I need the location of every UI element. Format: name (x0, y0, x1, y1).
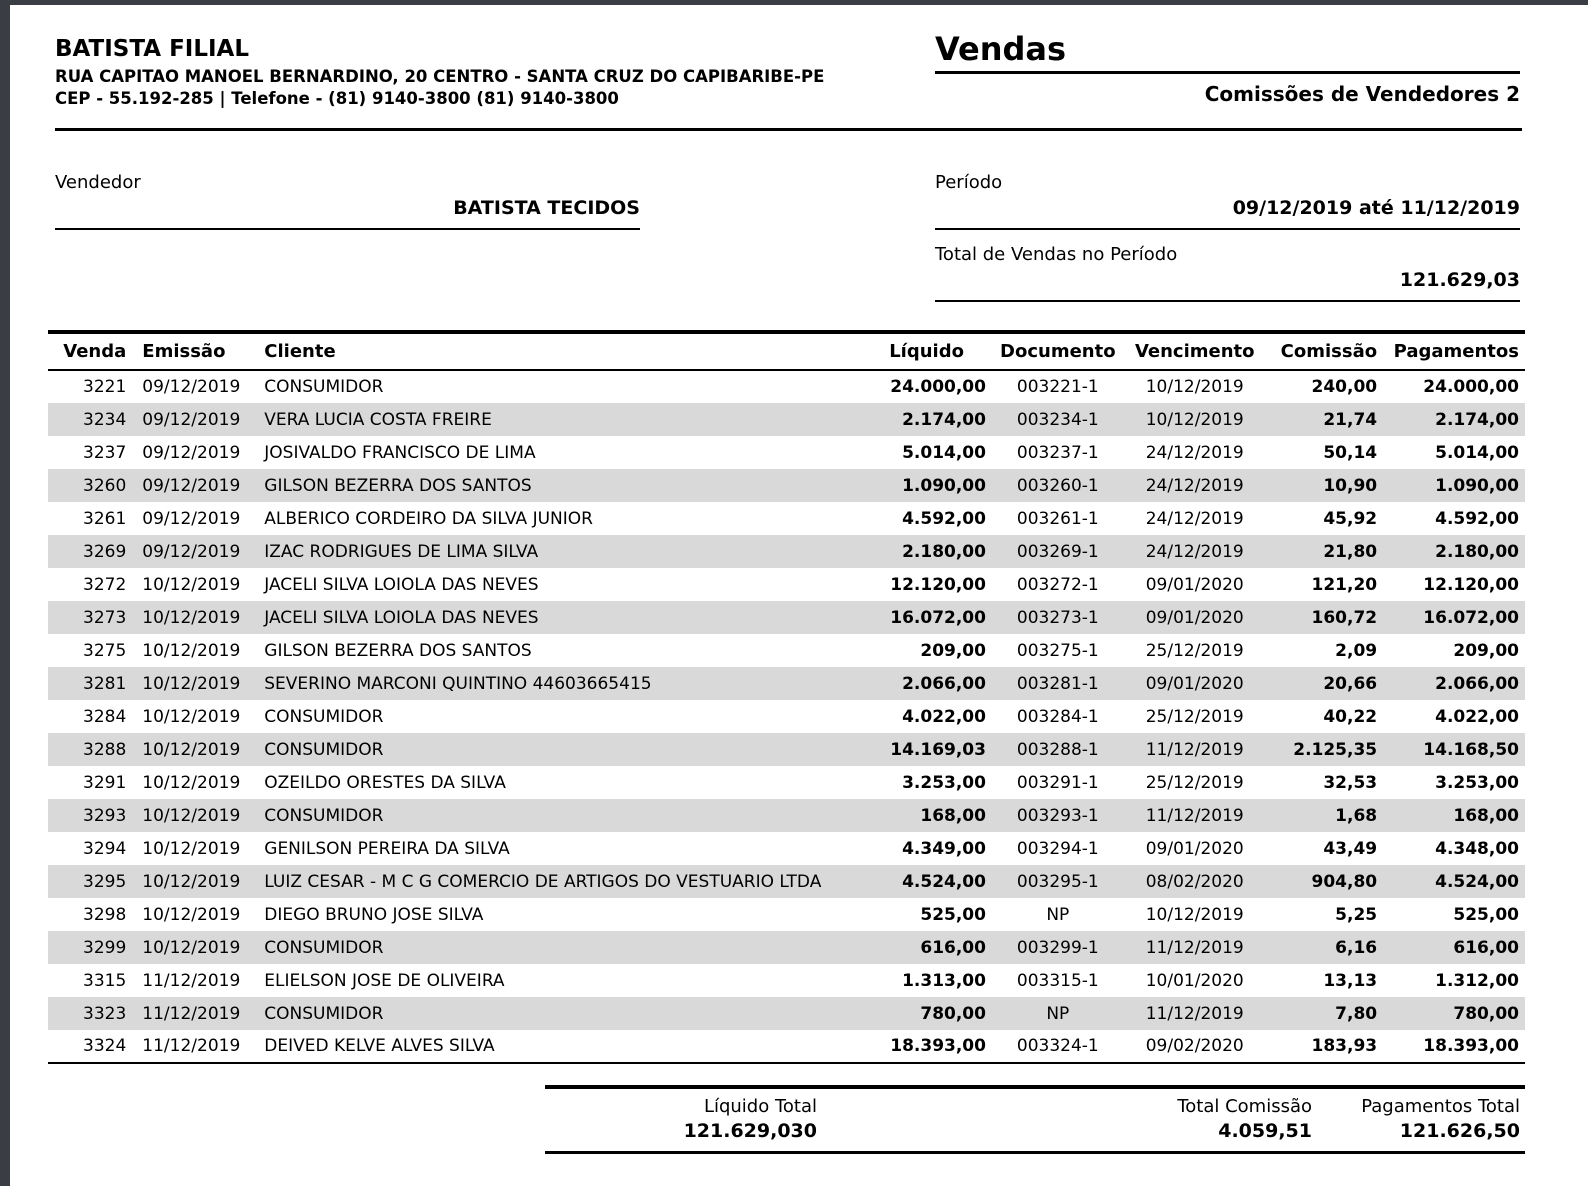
cell-liquido: 3.253,00 (902, 772, 986, 793)
cell-liquido: 4.524,00 (902, 871, 986, 892)
cell-pagamentos: 4.592,00 (1435, 508, 1519, 529)
cell-cliente: ELIELSON JOSE DE OLIVEIRA (264, 970, 505, 991)
cell-pagamentos: 209,00 (1453, 640, 1519, 661)
cell-venda: 3299 (83, 937, 127, 958)
liquido-total-value: 121.629,030 (683, 1120, 817, 1142)
cell-pagamentos: 4.022,00 (1435, 706, 1519, 727)
cell-liquido: 4.349,00 (902, 838, 986, 859)
column-header-venda: Venda (48, 332, 131, 370)
cell-emissao: 10/12/2019 (142, 706, 241, 727)
table-row (48, 370, 1525, 403)
vendedor-field (55, 172, 640, 230)
cell-cliente: DIEGO BRUNO JOSE SILVA (264, 904, 484, 925)
vendedor-label: Vendedor (55, 172, 141, 193)
cell-emissao: 10/12/2019 (142, 772, 241, 793)
table-row (48, 997, 1525, 1030)
cell-documento: 003275-1 (1016, 640, 1099, 661)
cell-documento: 003272-1 (1016, 574, 1099, 595)
cell-pagamentos: 2.066,00 (1435, 673, 1519, 694)
cell-documento: 003293-1 (1016, 805, 1099, 826)
cell-venda: 3237 (83, 442, 127, 463)
cell-pagamentos: 525,00 (1453, 904, 1519, 925)
cell-cliente: LUIZ CESAR - M C G COMERCIO DE ARTIGOS DO VESTUARIO LTDA (264, 871, 822, 892)
cell-documento: 003221-1 (1016, 377, 1099, 397)
cell-vencimento: 24/12/2019 (1145, 442, 1244, 463)
cell-comissao: 2,09 (1335, 640, 1378, 661)
cell-comissao: 7,80 (1335, 1003, 1378, 1024)
column-header-comissao: Comissão (1266, 332, 1385, 370)
cell-documento: 003281-1 (1016, 673, 1099, 694)
cell-vencimento: 25/12/2019 (1145, 640, 1244, 661)
cell-liquido: 24.000,00 (890, 377, 986, 397)
cell-liquido: 780,00 (920, 1003, 986, 1024)
liquido-total-label: Líquido Total (703, 1096, 817, 1117)
cell-emissao: 09/12/2019 (142, 377, 241, 397)
cell-documento: 003288-1 (1016, 739, 1099, 760)
cell-pagamentos: 616,00 (1453, 937, 1519, 958)
cell-documento: 003315-1 (1016, 970, 1099, 991)
cell-venda: 3298 (83, 904, 127, 925)
comissao-total (817, 1096, 1312, 1142)
cell-venda: 3234 (83, 409, 127, 430)
cell-emissao: 09/12/2019 (142, 508, 241, 529)
cell-cliente: CONSUMIDOR (264, 706, 384, 727)
vendedor-value: BATISTA TECIDOS (453, 197, 640, 219)
cell-vencimento: 10/12/2019 (1145, 377, 1244, 397)
cell-liquido: 4.022,00 (902, 706, 986, 727)
cell-emissao: 11/12/2019 (142, 1003, 241, 1024)
cell-pagamentos: 16.072,00 (1423, 607, 1519, 628)
cell-pagamentos: 24.000,00 (1423, 377, 1519, 397)
cell-liquido: 616,00 (920, 937, 986, 958)
cell-venda: 3324 (83, 1036, 127, 1056)
cell-liquido: 16.072,00 (890, 607, 986, 628)
cell-cliente: IZAC RODRIGUES DE LIMA SILVA (264, 541, 539, 562)
cell-emissao: 09/12/2019 (142, 442, 241, 463)
cell-comissao: 21,80 (1323, 541, 1378, 562)
table-row (48, 667, 1525, 700)
cell-venda: 3260 (83, 475, 127, 496)
cell-vencimento: 25/12/2019 (1145, 706, 1244, 727)
cell-comissao: 240,00 (1311, 377, 1378, 397)
cell-venda: 3293 (83, 805, 127, 826)
cell-venda: 3281 (83, 673, 127, 694)
table-row (48, 898, 1525, 931)
cell-venda: 3261 (83, 508, 127, 529)
periodo-value: 09/12/2019 até 11/12/2019 (1232, 197, 1520, 219)
cell-comissao: 10,90 (1323, 475, 1378, 496)
cell-liquido: 209,00 (920, 640, 986, 661)
cell-pagamentos: 2.174,00 (1435, 409, 1519, 430)
cell-comissao: 1,68 (1335, 805, 1378, 826)
pagamentos-total-value: 121.626,50 (1399, 1120, 1520, 1142)
cell-emissao: 10/12/2019 (142, 871, 241, 892)
cell-cliente: CONSUMIDOR (264, 1003, 384, 1024)
cell-vencimento: 09/01/2020 (1145, 838, 1244, 859)
cell-pagamentos: 2.180,00 (1435, 541, 1519, 562)
cell-cliente: CONSUMIDOR (264, 739, 384, 760)
cell-comissao: 121,20 (1311, 574, 1378, 595)
table-row (48, 931, 1525, 964)
cell-cliente: CONSUMIDOR (264, 937, 384, 958)
cell-vencimento: 24/12/2019 (1145, 508, 1244, 529)
cell-cliente: OZEILDO ORESTES DA SILVA (264, 772, 506, 793)
cell-comissao: 2.125,35 (1293, 739, 1378, 760)
pagamentos-total (1312, 1096, 1525, 1142)
cell-cliente: GILSON BEZERRA DOS SANTOS (264, 475, 532, 496)
cell-vencimento: 09/02/2020 (1145, 1036, 1244, 1056)
cell-pagamentos: 168,00 (1453, 805, 1519, 826)
cell-comissao: 6,16 (1335, 937, 1378, 958)
company-header (55, 36, 895, 110)
cell-comissao: 183,93 (1311, 1036, 1378, 1056)
cell-comissao: 160,72 (1311, 607, 1378, 628)
cell-documento: 003291-1 (1016, 772, 1099, 793)
table-row (48, 403, 1525, 436)
table-row (48, 733, 1525, 766)
table-row (48, 502, 1525, 535)
total-vendas-value: 121.629,03 (1399, 269, 1520, 291)
cell-emissao: 10/12/2019 (142, 838, 241, 859)
cell-venda: 3284 (83, 706, 127, 727)
cell-cliente: VERA LUCIA COSTA FREIRE (264, 409, 492, 430)
cell-comissao: 13,13 (1323, 970, 1378, 991)
column-header-documento: Documento (992, 332, 1124, 370)
table-row (48, 964, 1525, 997)
cell-vencimento: 09/01/2020 (1145, 574, 1244, 595)
cell-liquido: 2.174,00 (902, 409, 986, 430)
cell-documento: 003273-1 (1016, 607, 1099, 628)
cell-vencimento: 11/12/2019 (1145, 805, 1244, 826)
cell-pagamentos: 780,00 (1453, 1003, 1519, 1024)
cell-emissao: 10/12/2019 (142, 607, 241, 628)
cell-documento: 003260-1 (1016, 475, 1099, 496)
cell-pagamentos: 3.253,00 (1435, 772, 1519, 793)
cell-documento: 003234-1 (1016, 409, 1099, 430)
cell-venda: 3288 (83, 739, 127, 760)
table-row (48, 700, 1525, 733)
cell-comissao: 43,49 (1323, 838, 1378, 859)
cell-comissao: 50,14 (1323, 442, 1378, 463)
cell-vencimento: 09/01/2020 (1145, 673, 1244, 694)
table-row (48, 568, 1525, 601)
table-row (48, 601, 1525, 634)
cell-liquido: 4.592,00 (902, 508, 986, 529)
company-address-line2: CEP - 55.192-285 | Telefone - (81) 9140-3800 (81) 9140-3800 (55, 89, 619, 108)
cell-liquido: 1.313,00 (902, 970, 986, 991)
cell-cliente: CONSUMIDOR (264, 805, 384, 826)
cell-pagamentos: 1.312,00 (1435, 970, 1519, 991)
pagamentos-total-label: Pagamentos Total (1361, 1096, 1520, 1117)
cell-liquido: 5.014,00 (902, 442, 986, 463)
cell-liquido: 14.169,03 (890, 739, 986, 760)
cell-pagamentos: 4.524,00 (1435, 871, 1519, 892)
cell-pagamentos: 5.014,00 (1435, 442, 1519, 463)
cell-cliente: GENILSON PEREIRA DA SILVA (264, 838, 510, 859)
cell-cliente: GILSON BEZERRA DOS SANTOS (264, 640, 532, 661)
column-header-pagamentos: Pagamentos (1385, 332, 1525, 370)
cell-comissao: 21,74 (1323, 409, 1378, 430)
cell-comissao: 45,92 (1323, 508, 1378, 529)
cell-vencimento: 09/01/2020 (1145, 607, 1244, 628)
cell-emissao: 10/12/2019 (142, 904, 241, 925)
cell-emissao: 10/12/2019 (142, 739, 241, 760)
cell-vencimento: 11/12/2019 (1145, 937, 1244, 958)
cell-emissao: 09/12/2019 (142, 475, 241, 496)
cell-documento: 003284-1 (1016, 706, 1099, 727)
table-row (48, 634, 1525, 667)
cell-emissao: 09/12/2019 (142, 541, 241, 562)
cell-documento: NP (1046, 904, 1070, 925)
table-header-row (48, 332, 1525, 370)
table-row (48, 436, 1525, 469)
viewer-frame-top (0, 0, 1588, 5)
cell-vencimento: 11/12/2019 (1145, 739, 1244, 760)
cell-emissao: 10/12/2019 (142, 937, 241, 958)
cell-emissao: 11/12/2019 (142, 1036, 241, 1056)
table-row (48, 1030, 1525, 1063)
cell-emissao: 11/12/2019 (142, 970, 241, 991)
cell-venda: 3221 (83, 377, 127, 397)
cell-liquido: 525,00 (920, 904, 986, 925)
cell-cliente: CONSUMIDOR (264, 377, 384, 397)
cell-vencimento: 11/12/2019 (1145, 1003, 1244, 1024)
cell-comissao: 20,66 (1323, 673, 1378, 694)
cell-cliente: SEVERINO MARCONI QUINTINO 44603665415 (264, 673, 652, 694)
column-header-vencimento: Vencimento (1124, 332, 1266, 370)
cell-documento: 003269-1 (1016, 541, 1099, 562)
cell-venda: 3295 (83, 871, 127, 892)
cell-documento: 003295-1 (1016, 871, 1099, 892)
comissao-total-value: 4.059,51 (1218, 1120, 1312, 1142)
table-row (48, 865, 1525, 898)
table-row (48, 832, 1525, 865)
cell-cliente: ALBERICO CORDEIRO DA SILVA JUNIOR (264, 508, 593, 529)
report-subtitle: Comissões de Vendedores 2 (1204, 82, 1520, 106)
cell-documento: 003324-1 (1016, 1036, 1099, 1056)
cell-documento: 003294-1 (1016, 838, 1099, 859)
total-vendas-label: Total de Vendas no Período (935, 244, 1178, 265)
cell-vencimento: 24/12/2019 (1145, 475, 1244, 496)
cell-comissao: 40,22 (1323, 706, 1378, 727)
column-header-cliente: Cliente (246, 332, 882, 370)
column-header-emissao: Emissão (131, 332, 246, 370)
cell-venda: 3275 (83, 640, 127, 661)
cell-pagamentos: 4.348,00 (1435, 838, 1519, 859)
cell-documento: 003299-1 (1016, 937, 1099, 958)
cell-cliente: JACELI SILVA LOIOLA DAS NEVES (264, 607, 539, 628)
cell-documento: 003261-1 (1016, 508, 1099, 529)
cell-venda: 3291 (83, 772, 127, 793)
report-title-block (935, 30, 1520, 106)
cell-cliente: DEIVED KELVE ALVES SILVA (264, 1036, 495, 1056)
column-header-liquido: Líquido (882, 332, 992, 370)
cell-vencimento: 10/01/2020 (1145, 970, 1244, 991)
cell-venda: 3315 (83, 970, 127, 991)
total-vendas-field (935, 244, 1520, 302)
totals-footer (545, 1085, 1525, 1154)
cell-venda: 3269 (83, 541, 127, 562)
cell-vencimento: 10/12/2019 (1145, 409, 1244, 430)
sales-table (48, 330, 1525, 1064)
table-row (48, 799, 1525, 832)
header-divider (55, 128, 1522, 131)
cell-documento: NP (1046, 1003, 1070, 1024)
cell-pagamentos: 1.090,00 (1435, 475, 1519, 496)
periodo-label: Período (935, 172, 1003, 193)
periodo-field (935, 172, 1520, 230)
cell-liquido: 168,00 (920, 805, 986, 826)
cell-emissao: 10/12/2019 (142, 805, 241, 826)
cell-vencimento: 10/12/2019 (1145, 904, 1244, 925)
cell-venda: 3323 (83, 1003, 127, 1024)
cell-emissao: 09/12/2019 (142, 409, 241, 430)
cell-comissao: 32,53 (1323, 772, 1378, 793)
table-row (48, 766, 1525, 799)
cell-liquido: 1.090,00 (902, 475, 986, 496)
cell-comissao: 5,25 (1335, 904, 1378, 925)
cell-vencimento: 08/02/2020 (1145, 871, 1244, 892)
cell-emissao: 10/12/2019 (142, 673, 241, 694)
cell-pagamentos: 12.120,00 (1423, 574, 1519, 595)
cell-pagamentos: 14.168,50 (1423, 739, 1519, 760)
cell-cliente: JACELI SILVA LOIOLA DAS NEVES (264, 574, 539, 595)
cell-liquido: 12.120,00 (890, 574, 986, 595)
cell-venda: 3294 (83, 838, 127, 859)
cell-venda: 3273 (83, 607, 127, 628)
cell-venda: 3272 (83, 574, 127, 595)
liquido-total (545, 1096, 817, 1142)
cell-liquido: 2.066,00 (902, 673, 986, 694)
table-row (48, 469, 1525, 502)
report-title: Vendas (935, 30, 1520, 74)
comissao-total-label: Total Comissão (1177, 1096, 1312, 1117)
cell-emissao: 10/12/2019 (142, 640, 241, 661)
cell-liquido: 2.180,00 (902, 541, 986, 562)
cell-documento: 003237-1 (1016, 442, 1099, 463)
cell-vencimento: 24/12/2019 (1145, 541, 1244, 562)
company-address-line1: RUA CAPITAO MANOEL BERNARDINO, 20 CENTRO - SANTA CRUZ DO CAPIBARIBE-PE (55, 67, 825, 86)
cell-liquido: 18.393,00 (890, 1036, 986, 1056)
cell-vencimento: 25/12/2019 (1145, 772, 1244, 793)
table-row (48, 535, 1525, 568)
cell-cliente: JOSIVALDO FRANCISCO DE LIMA (264, 442, 536, 463)
viewer-frame-left (0, 0, 10, 1186)
cell-emissao: 10/12/2019 (142, 574, 241, 595)
company-name: BATISTA FILIAL (55, 36, 250, 62)
cell-comissao: 904,80 (1311, 871, 1378, 892)
cell-pagamentos: 18.393,00 (1423, 1036, 1519, 1056)
